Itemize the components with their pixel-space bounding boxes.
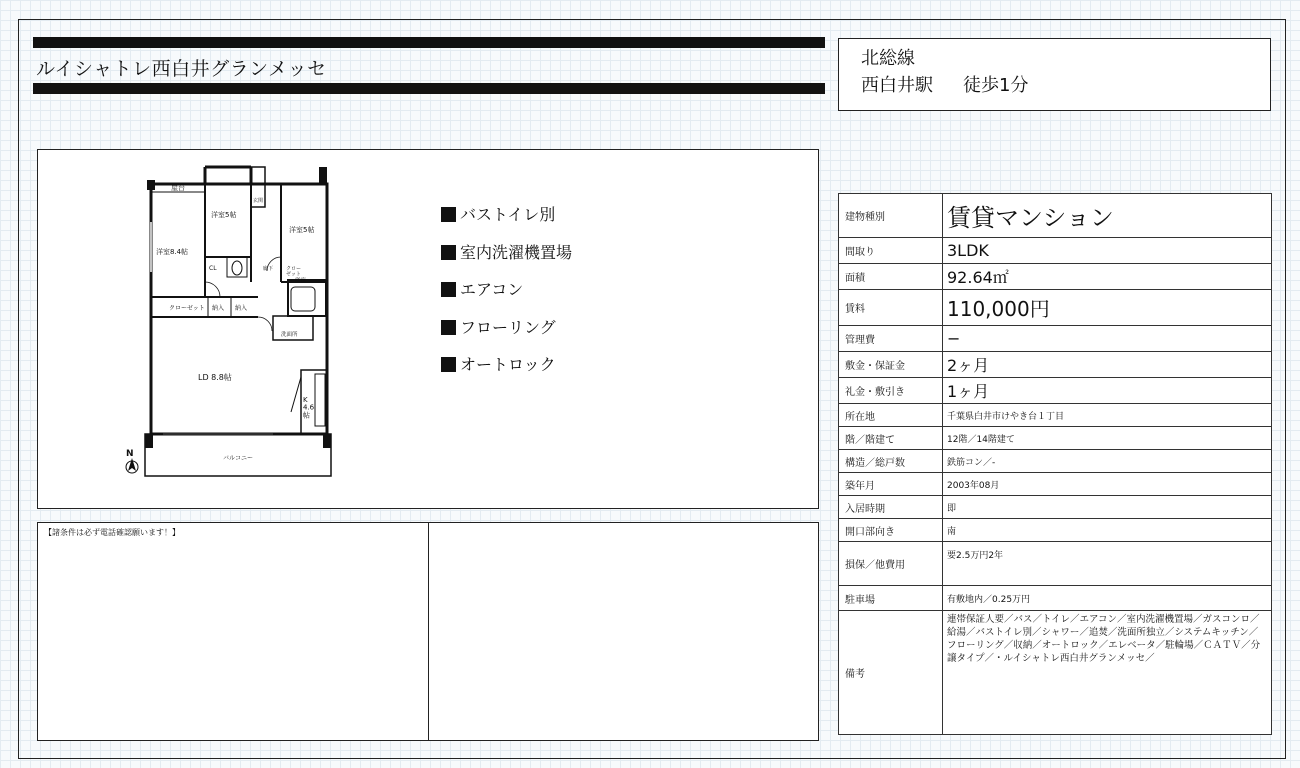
row-management-fee: 管理費 − <box>839 326 1272 352</box>
floorplan-diagram <box>123 162 353 492</box>
feature-list <box>441 204 572 392</box>
bullet-square-icon <box>441 207 456 222</box>
feature-item: エアコン <box>441 279 572 317</box>
feature-item: 室内洗濯機置場 <box>441 242 572 280</box>
row-remarks: 備考 連帯保証人要／バス／トイレ／エアコン／室内洗濯機置場／ガスコンロ／給湯／バストイレ別／シャワー／追焚／洗面所独立／システムキッチン／フローリング／収納／オートロック／エレベータ／駐輪場／ＣＡＴＶ／分譲タイプ／・ルイシャトレ西白井グランメッセ／ <box>839 611 1272 735</box>
toilet-box <box>227 257 247 277</box>
feature-item: フローリング <box>441 317 572 355</box>
access-box <box>838 38 1271 111</box>
row-insurance: 損保／他費用 要2.5万円2年 <box>839 542 1272 586</box>
row-building-type: 建物種別 賃貸マンション <box>839 194 1272 238</box>
title-bar-bottom <box>33 83 825 94</box>
label-balcony: バルコニー <box>223 455 254 462</box>
row-orientation: 開口部向き 南 <box>839 519 1272 542</box>
railway-line: 北総線 <box>861 48 915 69</box>
door-swing-1 <box>205 282 220 297</box>
label-closet-right: クローゼット <box>286 266 302 278</box>
row-address: 所在地 千葉県白井市けやき台１丁目 <box>839 404 1272 427</box>
label-bath: 浴室 <box>295 278 307 284</box>
row-floor: 階／階建て 12階／14階建て <box>839 427 1272 450</box>
contact-note: 【諸条件は必ず電話確認願います！】 <box>44 528 180 537</box>
feature-item: オートロック <box>441 354 572 392</box>
pillar-top-right <box>319 167 327 184</box>
row-layout: 間取り 3LDK <box>839 238 1272 264</box>
station-walk <box>861 72 1270 99</box>
label-rooftop: 屋台 <box>171 184 185 192</box>
bullet-square-icon <box>441 320 456 335</box>
label-cl: CL <box>209 265 217 272</box>
details-table <box>838 193 1272 735</box>
floorplan-panel <box>37 149 819 509</box>
title-bar-top <box>33 37 825 48</box>
bullet-square-icon <box>441 282 456 297</box>
pillar-right <box>323 434 331 448</box>
north-arrow-icon <box>126 458 138 473</box>
label-room-mid: 洋室5帖 <box>211 211 237 219</box>
label-closet: クローゼット <box>169 305 205 312</box>
label-room-left: 洋室8.4帖 <box>156 248 189 256</box>
label-hall: 廊下 <box>263 266 274 272</box>
north-label: N <box>126 449 134 459</box>
label-storage-2: 納入 <box>235 305 248 312</box>
row-key-money: 礼金・敷引き 1ヶ月 <box>839 378 1272 404</box>
label-k: K 4.6 帖 <box>303 396 315 420</box>
row-structure: 構造／総戸数 鉄筋コン／- <box>839 450 1272 473</box>
row-built-date: 築年月 2003年08月 <box>839 473 1272 496</box>
toilet-bowl <box>232 261 242 275</box>
kitchen-counter <box>315 374 325 426</box>
door-swing-3 <box>258 317 272 331</box>
bathtub <box>291 287 315 311</box>
kitchen-bar <box>291 377 301 412</box>
notes-panel-left <box>37 522 429 741</box>
row-move-in: 入居時期 即 <box>839 496 1272 519</box>
station-name: 西白井駅 <box>861 75 933 96</box>
feature-item: バストイレ別 <box>441 204 572 242</box>
pillar-top-left <box>147 180 155 190</box>
label-entrance: 玄関 <box>253 198 264 204</box>
row-parking: 駐車場 有敷地内／0.25万円 <box>839 586 1272 611</box>
label-ld: LD 8.8帖 <box>198 373 232 382</box>
label-room-right: 洋室5帖 <box>289 226 315 234</box>
label-storage-1: 納入 <box>212 305 225 312</box>
bullet-square-icon <box>441 245 456 260</box>
notes-panel-right <box>428 522 819 741</box>
property-title: ルイシャトレ西白井グランメッセ <box>36 58 327 80</box>
bullet-square-icon <box>441 357 456 372</box>
row-rent: 賃料 110,000円 <box>839 290 1272 326</box>
row-deposit: 敷金・保証金 2ヶ月 <box>839 352 1272 378</box>
pillar-left <box>145 434 153 448</box>
label-washroom: 洗面所 <box>281 332 298 338</box>
row-area: 面積 92.64㎡ <box>839 264 1272 290</box>
walk-time: 徒歩1分 <box>963 75 1029 96</box>
